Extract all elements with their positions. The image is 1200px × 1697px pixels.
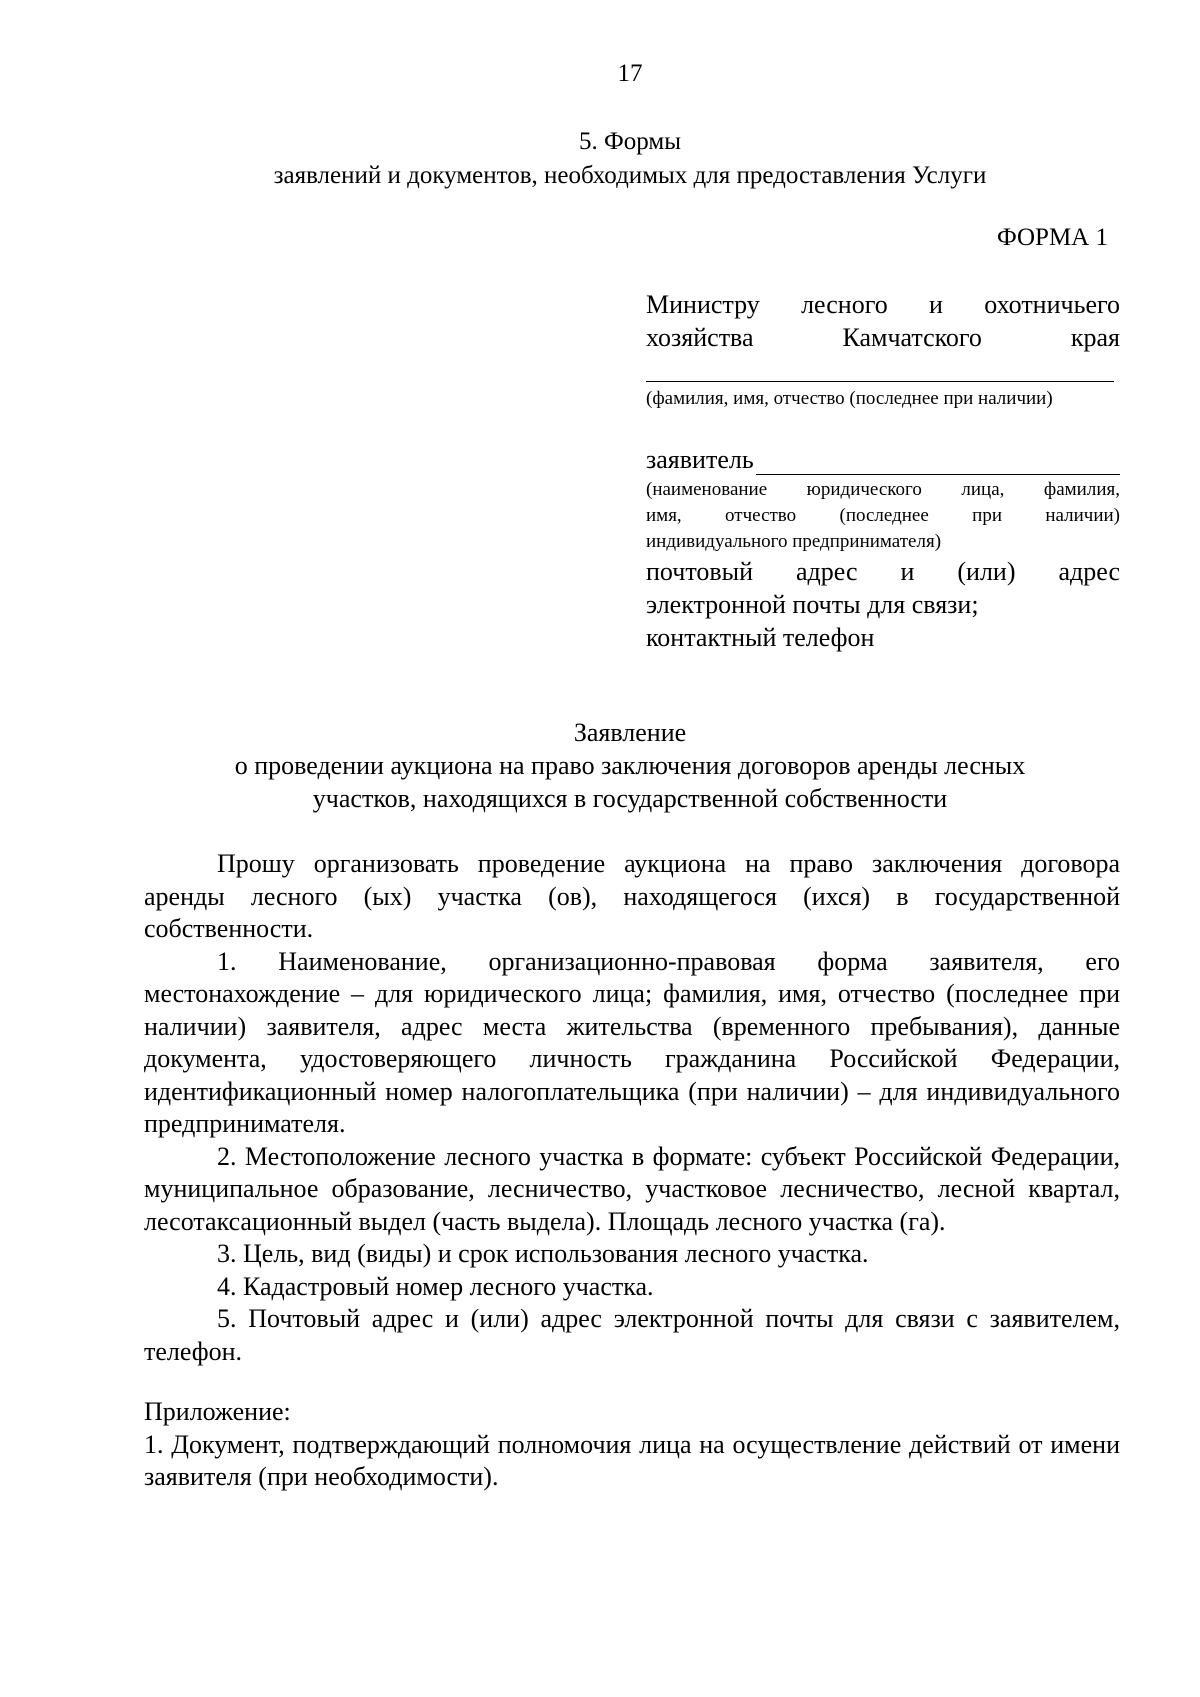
contact-line-3: контактный телефон (646, 623, 875, 652)
attachment-label: Приложение: (144, 1397, 291, 1426)
body-item-2: 2. Местоположение лесного участка в формате: субъект Российской Федерации, муниципальное образование, лесничество, участковое лесничество, лесной квартал, лесотаксационный выдел (часть выдела). Площадь лесного участка (га). (144, 1141, 1120, 1236)
body-intro: Прошу организовать проведение аукциона на право заключения договора аренды лесного (ых) участка (ов), находящегося (ихся) в государственной собственности. (144, 849, 1120, 943)
body-item-4: 4. Кадастровый номер лесного участка. (217, 1271, 654, 1301)
body-item-1: 1. Наименование, организационно-правовая форма заявителя, его местонахождение – для юридического лица; фамилия, имя, отчество (последнее при наличии) заявителя, адрес места жительства (временного пребывания), данные документа, удостоверяющего личность гражданина Российской Федерации, идентификационный номер налогоплательщика (при наличии) – для индивидуального предпринимателя. (144, 946, 1120, 1138)
form-label: ФОРМА 1 (996, 224, 1108, 251)
body-item-5: 5. Почтовый адрес и (или) адрес электронной почты для связи с заявителем, телефон. (144, 1304, 1120, 1366)
page-number: 17 (617, 60, 643, 87)
addressee-line1: Министру лесного и охотничьего (646, 290, 1120, 319)
applicant-blank (756, 448, 1120, 475)
contact-line-2: электронной почты для связи; (646, 590, 979, 619)
applicant-hint-1: (наименование юридического лица, фамилия, (646, 479, 1120, 500)
applicant-hint-2: имя, отчество (последнее при наличии) (646, 505, 1120, 526)
fio-blank-line (646, 381, 1114, 382)
attachment-item-1: 1. Документ, подтверждающий полномочия лица на осуществление действий от имени заявителя (при необходимости). (144, 1429, 1120, 1491)
contact-line-1: почтовый адрес и (или) адрес (646, 557, 1120, 586)
spacer (144, 1368, 1120, 1396)
statement-body (144, 848, 1120, 1494)
statement-subtitle-2: участков, находящихся в государственной собственности (312, 784, 948, 813)
section-title: 5. Формы (579, 128, 681, 155)
applicant-line (646, 445, 1120, 475)
addressee-line2: хозяйства Камчатского края (646, 323, 1120, 352)
section-subtitle: заявлений и документов, необходимых для предоставления Услуги (273, 162, 987, 189)
applicant-hint-3: индивидуального предпринимателя) (646, 531, 942, 552)
fio-hint: (фамилия, имя, отчество (последнее при наличии) (646, 388, 1053, 409)
statement-subtitle-1: о проведении аукциона на право заключения договоров аренды лесных (234, 751, 1026, 780)
statement-title: Заявление (573, 718, 687, 747)
body-item-3: 3. Цель, вид (виды) и срок использования лесного участка. (217, 1239, 869, 1268)
applicant-label: заявитель (646, 445, 754, 474)
